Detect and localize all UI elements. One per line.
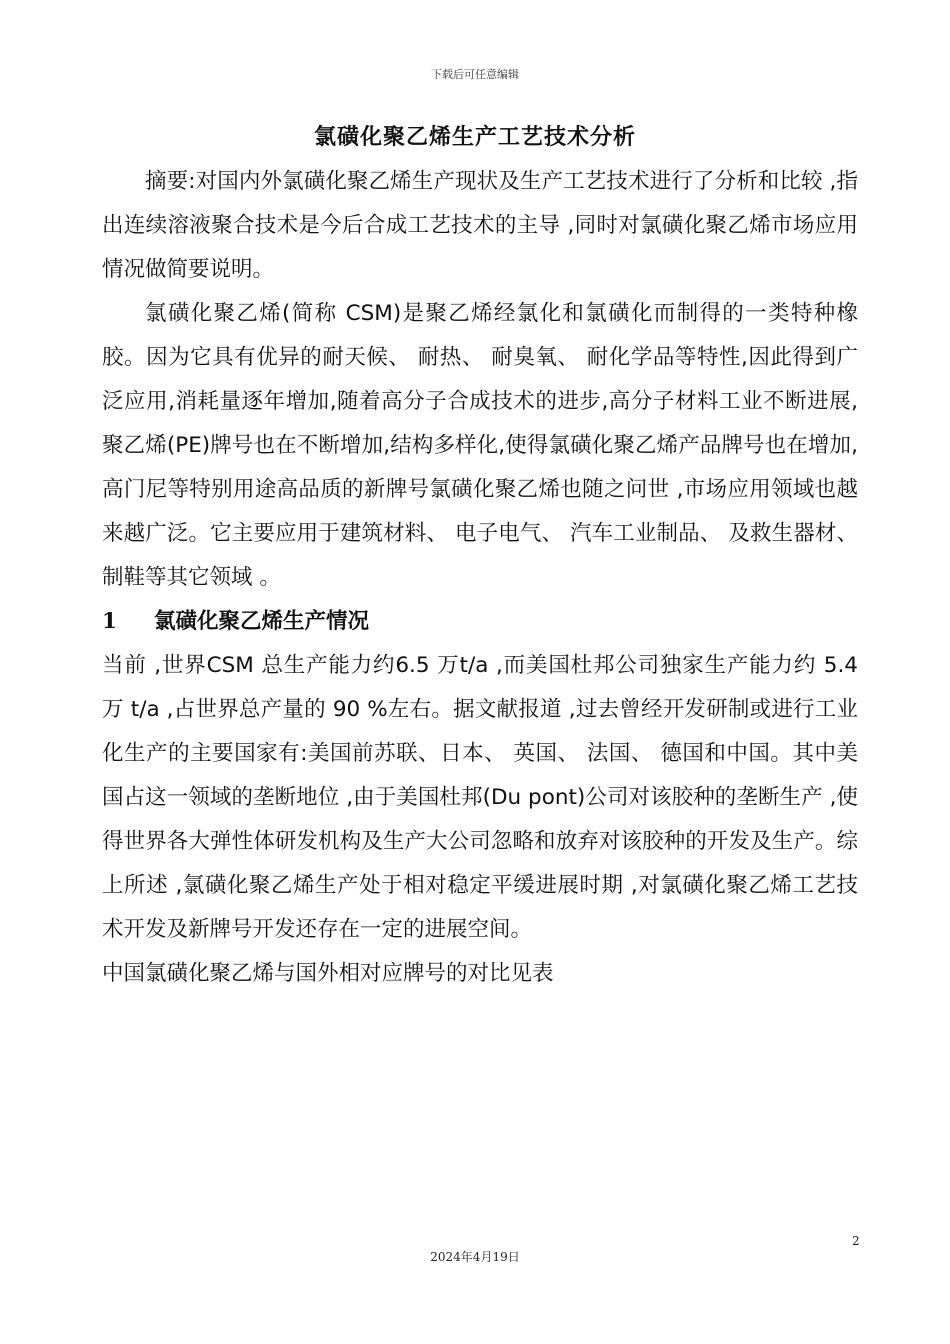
section-1-heading [102,600,858,644]
section-1-title: 氯磺化聚乙烯生产情况 [154,609,370,634]
abstract-paragraph: 摘要:对国内外氯磺化聚乙烯生产现状及生产工艺技术进行了分析和比较 ,指出连续溶液聚合技术是今后合成工艺技术的主导 ,同时对氯磺化聚乙烯市场应用情况做简要说明。 [102,169,858,282]
section-1-number: 1 [102,609,117,634]
header-note: 下载后可任意编辑 [431,68,519,81]
intro-paragraph: 氯磺化聚乙烯(简称 CSM)是聚乙烯经氯化和氯磺化而制得的一类特种橡胶。因为它具有优异的耐天候、 耐热、 耐臭氧、 耐化学品等特性,因此得到广泛应用,消耗量逐年增加,随着高分子合成技术的进步,高分子材料工业不断进展,聚乙烯(PE)牌号也在不断增加,结构多样化,使得氯磺化聚乙烯产品牌号也在增加,高门尼等特别用途高品质的新牌号氯磺化聚乙烯也随之问世 ,市场应用领域也越来越广泛。它主要应用于建筑材料、 电子电气、 汽车工业制品、 及救生器材、 制鞋等其它领域 。 [102,301,858,590]
table-reference-line: 中国氯磺化聚乙烯与国外相对应牌号的对比见表 [102,961,554,986]
document-body [102,160,858,996]
footer-date: 2024年4月19日 [430,1250,520,1264]
page-number: 2 [852,1234,860,1248]
document-title: 氯磺化聚乙烯生产工艺技术分析 [313,125,636,150]
section-1-paragraph: 当前 ,世界CSM 总生产能力约6.5 万t/a ,而美国杜邦公司独家生产能力约 5.4 万 t/a ,占世界总产量的 90 %左右。据文献报道 ,过去曾经开发研制或进行工业化生产的主要国家有:美国前苏联、日本、 英国、 法国、 德国和中国。其中美国占这一领域的垄断地位 ,由于美国杜邦(Du pont)公司对该胶种的垄断生产 ,使得世界各大弹性体研发机构及生产大公司忽略和放弃对该胶种的开发及生产。综上所述 ,氯磺化聚乙烯生产处于相对稳定平缓进展时期 ,对氯磺化聚乙烯工艺技术开发及新牌号开发还存在一定的进展空间。 [102,653,858,942]
